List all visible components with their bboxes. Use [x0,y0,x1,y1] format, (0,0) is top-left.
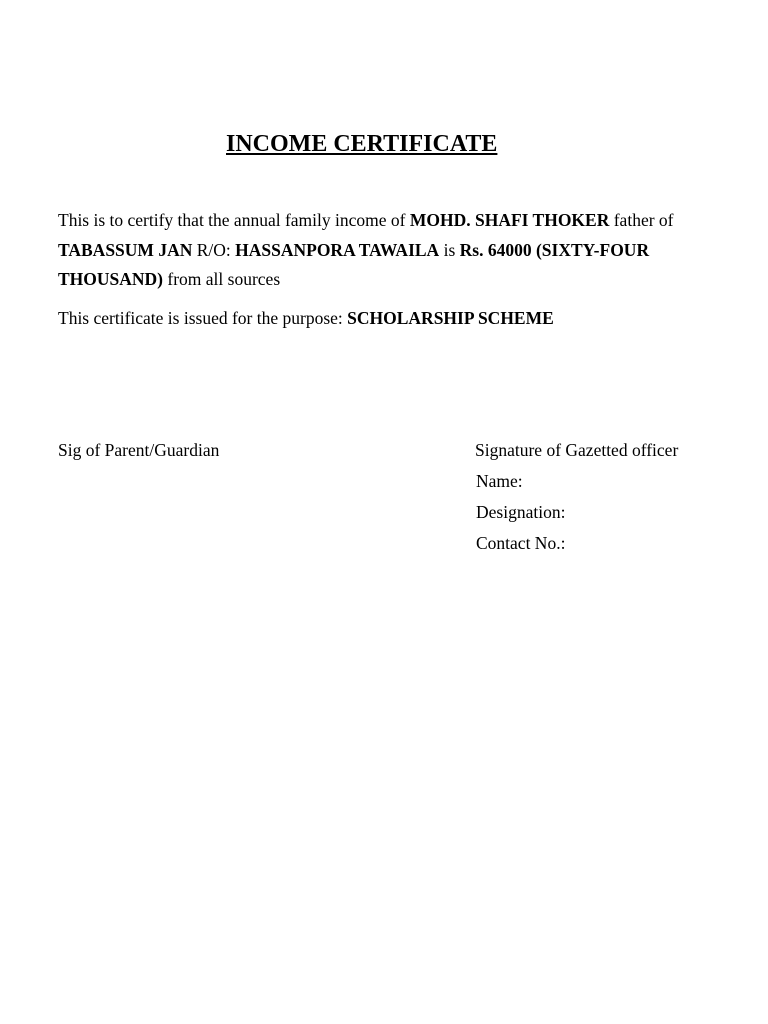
parent-name: MOHD. SHAFI THOKER [409,210,610,230]
purpose-intro: This certificate is issued for the purpose: [58,308,348,328]
certification-paragraph [58,206,688,295]
address: HASSANPORA TAWAILA [235,239,440,260]
child-name: TABASSUM JAN [58,239,193,260]
is-text: is [439,239,460,260]
ro-label: R/O: [192,239,236,260]
income-amount: Rs. 64000 (SIXTY-FOUR THOUSAND) [58,239,650,289]
officer-signature-label: Signature of Gazetted officer [475,440,679,460]
officer-designation-label: Designation: [476,502,566,522]
purpose-value: SCHOLARSHIP SCHEME [347,308,554,328]
officer-name-label: Name: [476,471,523,491]
intro-text: This is to certify that the annual family income of [58,210,410,230]
relation-text: father of [609,210,674,230]
parent-signature-label: Sig of Parent/Guardian [58,440,220,460]
outro-text: from all sources [163,269,281,289]
purpose-paragraph [58,304,688,334]
officer-contact-label: Contact No.: [476,533,566,553]
certificate-title: INCOME CERTIFICATE [226,131,498,157]
